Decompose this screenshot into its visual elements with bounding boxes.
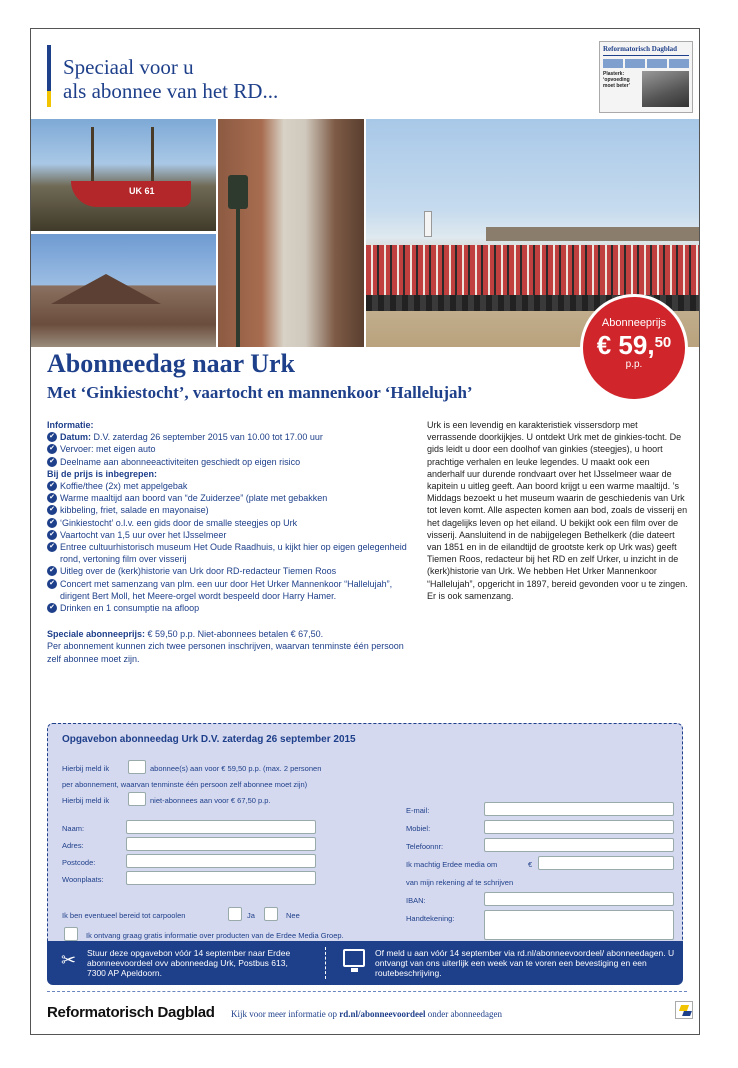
- included-heading: Bij de prijs is inbegrepen:: [47, 468, 158, 479]
- amount-field[interactable]: [538, 856, 674, 870]
- checkmark-icon: ✔: [47, 481, 57, 491]
- form-line3-pre: Hierbij meld ik: [62, 796, 110, 805]
- carpool-no-checkbox[interactable]: [264, 907, 278, 921]
- postcode-field[interactable]: [126, 854, 316, 868]
- city-field[interactable]: [126, 871, 316, 885]
- included-item: ✔ ‘Ginkiestocht’ o.l.v. een gids door de smalle steegjes op Urk: [47, 517, 411, 529]
- form-line1-pre: Hierbij meld ik: [62, 764, 110, 773]
- checkmark-icon: ✔: [47, 579, 57, 589]
- web-instructions: Of meld u aan vóór 14 september via rd.nl/abonneevoordeel/ abonneedagen. U ontvangt van ons uiterlijk een week van te voren een bevestiging en een routebeschrijving.: [375, 948, 675, 978]
- advertisement-page: [30, 28, 700, 1035]
- lighthouse: [424, 211, 432, 237]
- footer-divider: [47, 991, 687, 992]
- iban-field[interactable]: [484, 892, 674, 906]
- brand-mark-icon: [675, 1001, 693, 1019]
- mobile-label: Mobiel:: [406, 824, 431, 833]
- scissors-icon: ✂: [61, 950, 77, 970]
- price-badge: [583, 297, 685, 399]
- form-line2: per abonnement, waarvan tenminste één persoon zelf abonnee moet zijn): [62, 780, 308, 789]
- info-item: ✔ Vervoer: met eigen auto: [47, 443, 411, 455]
- authorize-suffix: van mijn rekening af te schrijven: [406, 878, 514, 887]
- included-item: ✔ Vaartocht van 1,5 uur over het IJsselmeer: [47, 529, 411, 541]
- thumbnail-photo: [642, 71, 689, 107]
- non-subscriber-count-input[interactable]: [128, 792, 146, 806]
- phone-label: Telefoonnr:: [406, 842, 444, 851]
- checkmark-icon: ✔: [47, 518, 57, 528]
- cta-divider: [325, 947, 326, 979]
- form-line3-post: niet-abonnees aan voor € 67,50 p.p.: [150, 796, 271, 805]
- boat-mast: [151, 127, 154, 183]
- promo-line-1: Speciaal voor u: [63, 55, 194, 79]
- subscriber-count-input[interactable]: [128, 760, 146, 774]
- newspaper-thumbnail: [599, 41, 693, 113]
- mobile-field[interactable]: [484, 820, 674, 834]
- article-subtitle: Met ‘Ginkiestocht’, vaartocht en mannenkoor ‘Hallelujah’: [47, 383, 473, 402]
- newsletter-label: Ik ontvang graag gratis informatie over producten van de Erdee Media Groep.: [86, 931, 344, 940]
- carpool-yes-checkbox[interactable]: [228, 907, 242, 921]
- included-item: ✔ Warme maaltijd aan boord van “de Zuiderzee” (plate met gebakken: [47, 492, 411, 504]
- checkmark-icon: ✔: [47, 457, 57, 467]
- authorize-label: Ik machtig Erdee media om: [406, 860, 498, 869]
- phone-field[interactable]: [484, 838, 674, 852]
- alley-photo: [218, 119, 364, 347]
- carpool-yes-label: Ja: [247, 911, 255, 920]
- email-field[interactable]: [484, 802, 674, 816]
- info-item: ✔ Deelname aan abonneeactiviteiten geschiedt op eigen risico: [47, 456, 411, 468]
- town-skyline: [486, 227, 699, 241]
- church-square-photo: [31, 234, 216, 347]
- mail-instructions: Stuur deze opgavebon vóór 14 september naar Erdee abonneevoordeel ovv abonneedag Urk, Postbus 613, 7300 AP Apeldoorn.: [87, 948, 291, 978]
- boat-mast: [91, 127, 94, 183]
- footer-link[interactable]: rd.nl/abonneevoordeel: [339, 1009, 426, 1019]
- promo-line-2: als abonnee van het RD...: [63, 79, 279, 103]
- carpool-no-label: Nee: [286, 911, 300, 920]
- price-label: Abonneeprijs: [601, 317, 667, 329]
- signature-field[interactable]: [484, 910, 674, 940]
- footer-text: Kijk voor meer informatie op rd.nl/abonneevoordeel onder abonneedagen: [231, 1009, 502, 1019]
- signature-label: Handtekening:: [406, 914, 455, 923]
- included-item: ✔ Uitleg over de (kerk)historie van Urk door RD-redacteur Tiemen Roos: [47, 565, 411, 577]
- article-title: Abonneedag naar Urk: [47, 349, 296, 378]
- price-cents: 50: [654, 334, 672, 351]
- promo-title: [63, 55, 278, 103]
- church-roof: [51, 274, 161, 304]
- checkmark-icon: ✔: [47, 603, 57, 613]
- checkmark-icon: ✔: [47, 493, 57, 503]
- included-item: ✔ Drinken en 1 consumptie na afloop: [47, 602, 411, 614]
- info-item: ✔ Datum: D.V. zaterdag 26 september 2015 van 10.00 tot 17.00 uur: [47, 431, 411, 443]
- checkmark-icon: ✔: [47, 432, 57, 442]
- cta-bar: [47, 941, 683, 985]
- special-price: Speciale abonneeprijs: € 59,50 p.p. Niet-abonnees betalen € 67,50.: [47, 629, 324, 640]
- thumbnail-strip: [603, 59, 689, 68]
- address-field[interactable]: [126, 837, 316, 851]
- story-column: Urk is een levendig en karakteristiek vissersdorp met verrassende doorkijkjes. U ontdekt Urk met de ginkies-tocht. De gids leidt u door een doolhof van ginkies (steegjes), u hoort prachtige verhalen en leuke legendes. U maakt ook een anderhalf uur durende rondvaart over het IJsselmeer waar de kapitein u uitleg geeft. Aan boord krijgt u een warme maaltijd. ’s Middags bezoekt u het museum waarin de geschiedenis van Urk tot leven komt. Alle aspecten komen aan bod, zoals de visserij en het dagelijks leven op het eiland. U bekijkt ook een film over de visserij. Aansluitend in de nabijgelegen Bethelkerk (die dateert van 1851 en in de eilandtijd de grootste kerk op Urk was) geeft Tiemen Roos, redacteur bij het RD en zelf Urker, u inzicht in de (kerk)historie van Urk. We hebben Het Urker Mannenkoor “Hallelujah”, opgericht in 1897, bereid gevonden voor u te zingen. Er is ook samenzang.: [427, 420, 688, 601]
- newsletter-checkbox[interactable]: [64, 927, 78, 941]
- iban-label: IBAN:: [406, 896, 426, 905]
- checkmark-icon: ✔: [47, 542, 57, 552]
- price-unit: p.p.: [625, 359, 643, 370]
- postcode-label: Postcode:: [62, 858, 96, 867]
- lantern-pole: [236, 207, 240, 347]
- name-label: Naam:: [62, 824, 85, 833]
- thumbnail-masthead: Reformatorisch Dagblad: [603, 45, 689, 56]
- included-item: ✔ Entree cultuurhistorisch museum Het Oude Raadhuis, u kijkt hier op eigen gelegenheid rond, vertoning film over visserij: [47, 541, 411, 565]
- harbor-photo: [31, 119, 216, 231]
- included-item: ✔ kibbeling, friet, salade en mayonaise): [47, 504, 411, 516]
- footer-logo: Reformatorisch Dagblad: [47, 1004, 215, 1021]
- carpool-label: Ik ben eventueel bereid tot carpoolen: [62, 911, 186, 920]
- price-amount: € 59,50: [596, 330, 672, 360]
- checkmark-icon: ✔: [47, 566, 57, 576]
- accent-bar: [47, 45, 51, 91]
- included-item: ✔ Koffie/thee (2x) met appelgebak: [47, 480, 411, 492]
- thumbnail-headline: Plasterk: ‘opvoeding moet beter’: [603, 71, 631, 89]
- form-line1-post: abonnee(s) aan voor € 59,50 p.p. (max. 2 personen: [150, 764, 322, 773]
- info-column: [47, 419, 411, 665]
- included-item: ✔ Concert met samenzang van plm. een uur door Het Urker Mannenkoor “Hallelujah”, dirigent Bert Moll, het Meere-orgel wordt bespeeld door Harry Hamer.: [47, 578, 411, 602]
- form-title: Opgavebon abonneedag Urk D.V. zaterdag 26 september 2015: [62, 734, 356, 745]
- street-lantern: [228, 175, 248, 209]
- special-note: Per abonnement kunnen zich twee personen inschrijven, waarvan tenminste één persoon zelf abonnee moet zijn.: [47, 641, 404, 664]
- choir-members: [366, 245, 699, 295]
- city-label: Woonplaats:: [62, 875, 104, 884]
- boat-label: UK 61: [129, 186, 155, 196]
- thumbnail-body: [603, 71, 689, 107]
- checkmark-icon: ✔: [47, 444, 57, 454]
- email-label: E-mail:: [406, 806, 430, 815]
- info-heading: Informatie:: [47, 420, 94, 430]
- order-form: [47, 723, 683, 959]
- checkmark-icon: ✔: [47, 530, 57, 540]
- checkmark-icon: ✔: [47, 505, 57, 515]
- name-field[interactable]: [126, 820, 316, 834]
- currency-sign: €: [528, 860, 533, 869]
- address-label: Adres:: [62, 841, 84, 850]
- monitor-icon: [343, 949, 365, 967]
